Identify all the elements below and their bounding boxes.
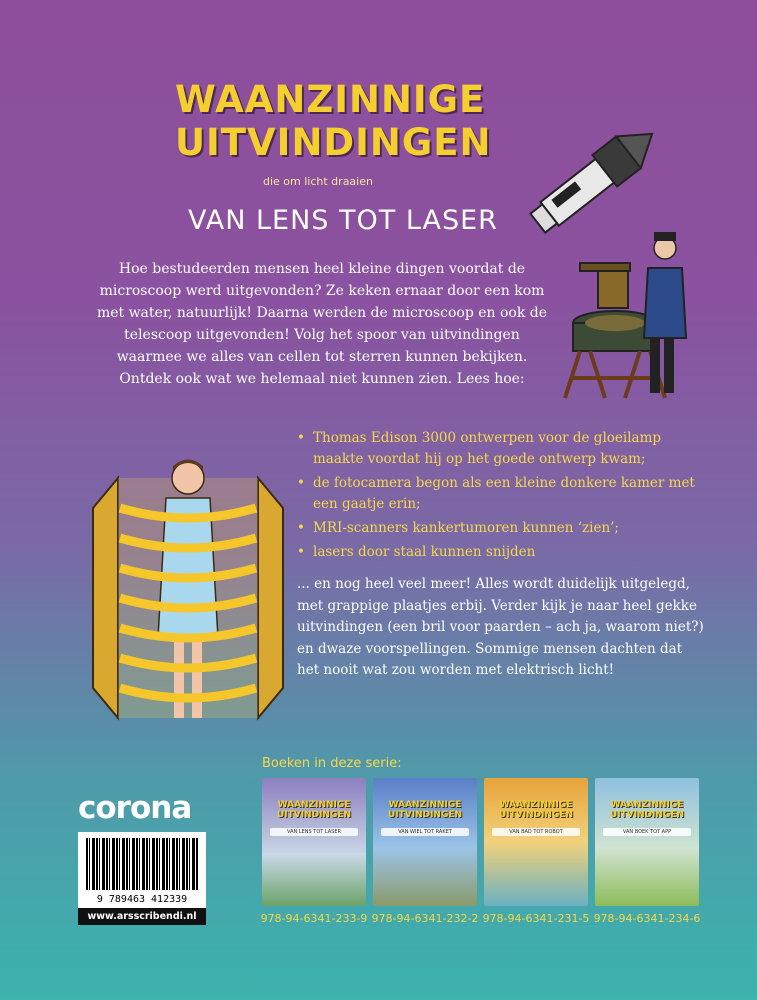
book-subtitle: VAN LENS TOT LASER xyxy=(188,205,498,236)
series-book-cover[interactable] xyxy=(484,778,588,906)
closing-text: ... en nog heel veel meer! Alles wordt duidelijk uitgelegd, met grappige plaatjes erbij. Verder kijk je naar heel gekke uitvindingen (een bril voor paarden – ach ja, waarom niet?) en dwaze voorspellingen. Sommige mensen dachten dat het nooit wat zou worden met elektrisch licht! xyxy=(297,576,704,678)
isbn-label: 978-94-6341-231-5 xyxy=(482,912,590,925)
cover-subtitle: VAN BAD TOT ROBOT xyxy=(492,828,580,836)
intro-text: Hoe bestudeerden mensen heel kleine dingen voordat de microscoop werd uitgevonden? Ze keken ernaar door een kom met water, natuurlijk! Daarna werden de microscoop en ook de telescoop uitgevonden! Volg het spoor van uitvindingen waarmee we alles van cellen tot sterren kunnen bekijken. Ontdek ook wat we helemaal niet kunnen zien. Lees hoe: xyxy=(96,261,548,387)
surveyor-illustration xyxy=(560,228,700,408)
cover-subtitle: VAN LENS TOT LASER xyxy=(270,828,358,836)
isbn-label: 978-94-6341-233-9 xyxy=(260,912,368,925)
title-line-1: WAANZINNIGE xyxy=(175,78,486,121)
series-book-cover[interactable] xyxy=(262,778,366,906)
cover-subtitle: VAN BOEK TOT APP xyxy=(603,828,691,836)
tagline: die om licht draaien xyxy=(263,175,373,188)
book-title xyxy=(175,78,491,164)
series-heading: Boeken in deze serie: xyxy=(262,756,402,771)
highlight-item: • lasers door staal kunnen snijden xyxy=(297,542,697,563)
highlight-item: • de fotocamera begon als een kleine donkere kamer met een gaatje erin; xyxy=(297,473,697,515)
highlight-item: • Thomas Edison 3000 ontwerpen voor de gloeilamp maakte voordat hij op het goede ontwerp kwam; xyxy=(297,428,697,470)
cover-title-1: WAANZINNIGE xyxy=(388,800,462,810)
isbn-label: 978-94-6341-234-6 xyxy=(593,912,701,925)
cover-title-2: UITVINDINGEN xyxy=(387,810,463,820)
series-book-cover[interactable] xyxy=(373,778,477,906)
barcode xyxy=(78,832,206,908)
cover-title-1: WAANZINNIGE xyxy=(499,800,573,810)
cover-title-1: WAANZINNIGE xyxy=(277,800,351,810)
highlight-item: • MRI-scanners kankertumoren kunnen ‘zien’; xyxy=(297,518,697,539)
publisher-logo: corona xyxy=(78,790,192,826)
title-line-2: UITVINDINGEN xyxy=(175,121,492,164)
highlights-list xyxy=(297,428,697,566)
barcode-number: 9 789463 412339 xyxy=(96,894,188,905)
series-book-cover[interactable] xyxy=(595,778,699,906)
cover-title-2: UITVINDINGEN xyxy=(609,810,685,820)
cover-title-2: UITVINDINGEN xyxy=(498,810,574,820)
barcode-bars xyxy=(86,838,198,890)
cover-title-1: WAANZINNIGE xyxy=(610,800,684,810)
mri-scanner-illustration xyxy=(88,448,288,738)
cover-subtitle: VAN WIEL TOT RAKET xyxy=(381,828,469,836)
cover-title-2: UITVINDINGEN xyxy=(276,810,352,820)
isbn-label: 978-94-6341-232-2 xyxy=(371,912,479,925)
website-url: www.arsscribendi.nl xyxy=(78,908,206,925)
